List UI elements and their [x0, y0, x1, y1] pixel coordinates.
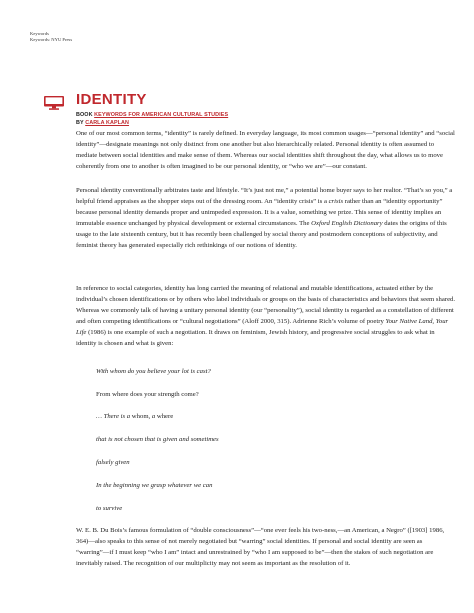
author-link[interactable]: CARLA KAPLAN	[85, 120, 130, 126]
dictionary-title: Oxford English Dictionary	[311, 220, 383, 227]
poem-line-3-c: , a	[148, 413, 157, 420]
book-link[interactable]: KEYWORDS FOR AMERICAN CULTURAL STUDIES	[94, 112, 229, 118]
paragraph-4	[76, 525, 456, 569]
monitor-icon	[44, 96, 64, 110]
poem-line-7: to survive	[96, 505, 123, 512]
paragraph-2-text-c: dates the origins of this usage to the late sixteenth century, but it has recently been challenged by social theory and postmodern conceptions of subjectivity, and feminist theory has generated especially rich rethinkings of our notions of identity.	[76, 220, 447, 249]
paragraph-3-text-a: In reference to social categories, identity has long carried the meaning of relational and mutable identifications, actuated either by the individual’s chosen identifications or by others who label individuals or groups on the basis of characteristics and behaviors that seem shared. Whereas we commonly talk of having a unitary personal identity (our “personality”), social identity is regarded as a constellation of different and often competing identifications or “cultural negotiations” (Aloff 2000, 315). Adrienne Rich’s volume of poetry	[76, 285, 456, 325]
author-label: BY	[76, 120, 86, 126]
running-head-line-1: Keywords	[30, 31, 49, 36]
emphasis-crisis: crisis	[328, 198, 344, 205]
author-line	[76, 120, 129, 126]
poem-line-3-d: where	[156, 413, 174, 420]
running-head-line-2: Keywords: NYU Press	[30, 37, 73, 42]
poem-line-4: that is not chosen that is given and sometimes	[96, 436, 219, 443]
paragraph-2-text-a: Personal identity conventionally arbitrates taste and lifestyle. “It’s just not me,” a potential home buyer says to her realtor. “That’s so you,” a helpful friend appraises as the shopper steps out of the dressing room. An “identity crisis” is a	[76, 187, 453, 205]
poem-line-5: falsely given	[96, 459, 130, 466]
article-title: IDENTITY	[76, 91, 147, 108]
poem-line-3	[96, 412, 173, 422]
poem-line-1: With whom do you believe your lot is cast?	[96, 368, 211, 375]
book-line	[76, 112, 228, 118]
book-label: BOOK	[76, 112, 95, 118]
poem-line-2: From where does your strength come?	[96, 391, 199, 398]
paragraph-3-text-b: (1986) is one example of such a negotiation. It draws on feminism, Jewish history, and progressive social struggles to ask what in identity is chosen and what is given:	[76, 329, 435, 347]
paragraph-2	[76, 185, 456, 251]
paragraph-2-text-b: rather than an “identity opportunity” because personal identity demands proper and unimpeded expression. It is a value, something we prize. This sense of identity implies an immutable essence unchanged by physical development or external circumstances. The	[76, 198, 443, 227]
poem-line-3-b: whom	[131, 413, 149, 420]
poem-line-3-a: … There is a	[96, 413, 132, 420]
paragraph-4-text: W. E. B. Du Bois’s famous formulation of “double consciousness”—“one ever feels his two-ness,—an American, a Negro” ([1903] 1986, 364)—also speaks to this sense of not merely negotiated but “warring” social identities. If personal and social identity are seen as “warring”—if I must keep “who I am” intact and unrestrained by “who I am supposed to be”—then the stakes of such negotiation are inevitably raised. The recognition of our multiplicity may not seem as important as the resolution of it.	[76, 527, 445, 567]
poetry-book-title: Your Native Land, Your Life	[76, 318, 449, 336]
paragraph-3	[76, 283, 456, 349]
paragraph-1-text: One of our most common terms, “identity” is rarely defined. In everyday language, its most common usages—“personal identity” and “social identity”—designate meanings not only distinct from one another but also hierarchically related. Personal identity is often assumed to mediate between social identities and make sense of them. Whereas our social identities shift throughout the day, what allows us to move coherently from one to another is often imagined to be our personal identity, or “who we are”—our constant.	[76, 130, 455, 170]
running-head	[30, 31, 72, 43]
paragraph-1	[76, 128, 456, 172]
poem-line-6: In the beginning we grasp whatever we can	[96, 482, 213, 489]
